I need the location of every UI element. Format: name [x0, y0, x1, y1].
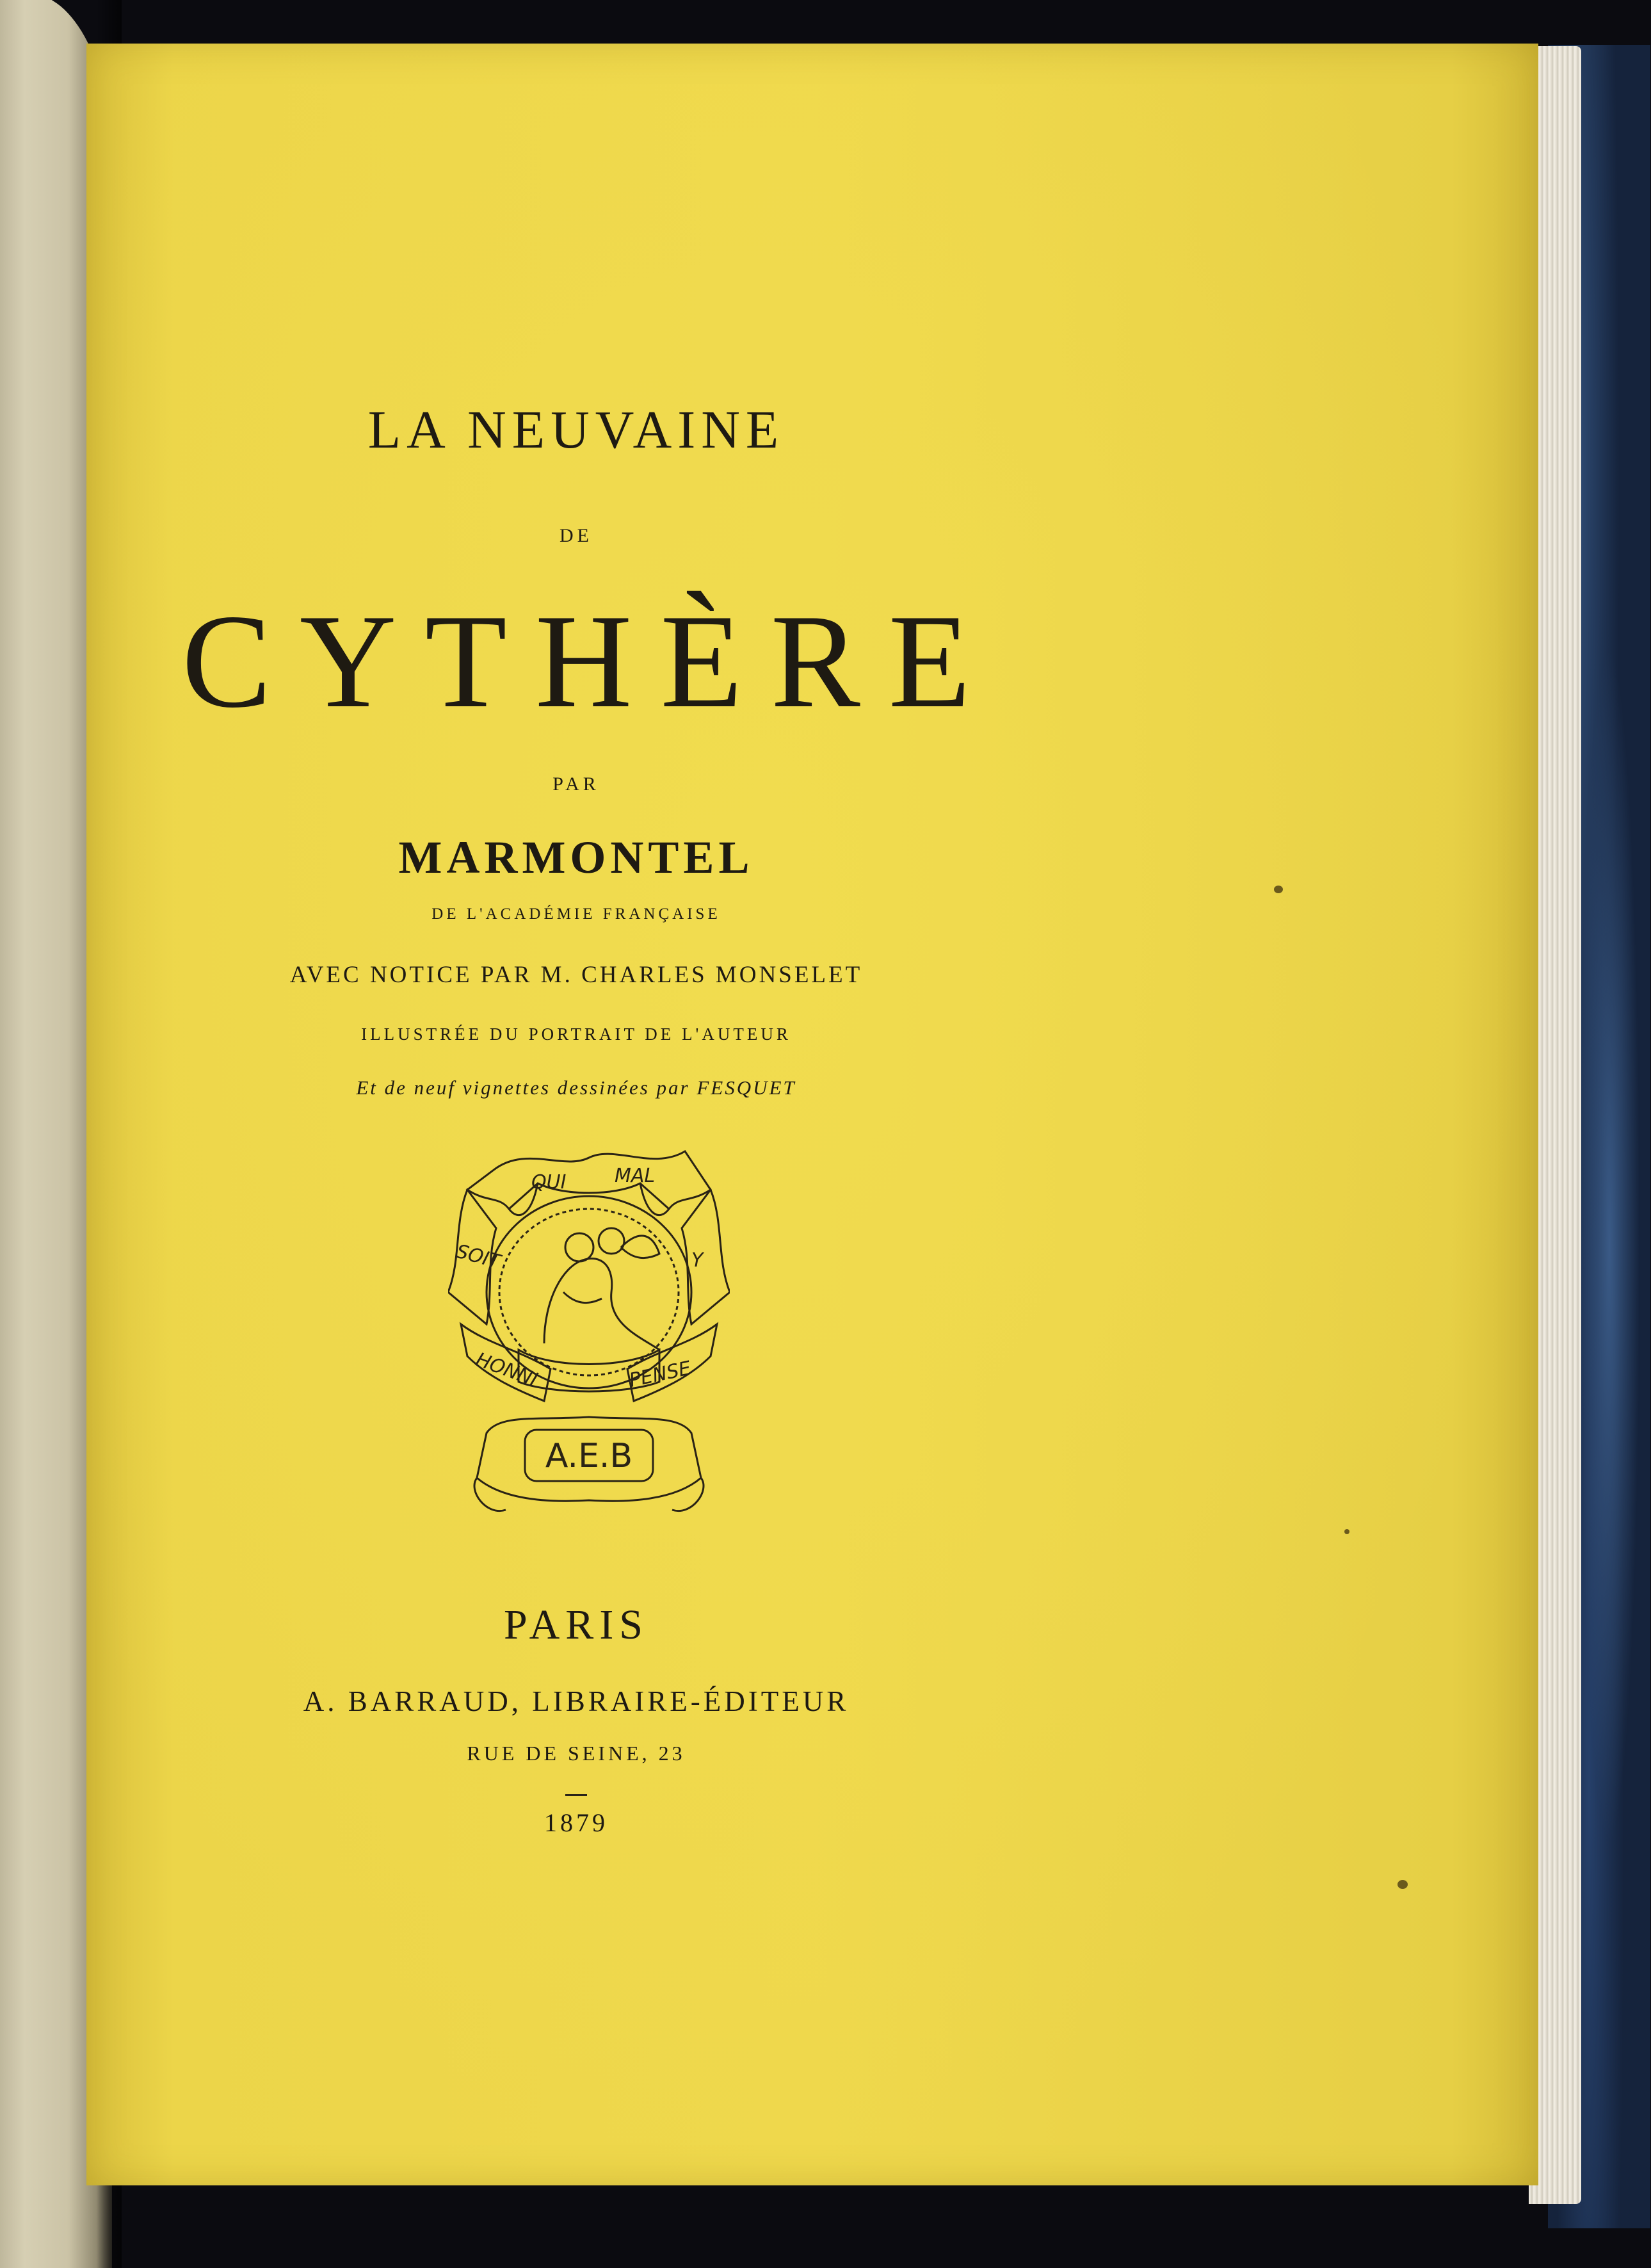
vignettes-note: Et de neuf vignettes dessinées par FESQUET [356, 1076, 796, 1099]
notice-credit: AVEC NOTICE PAR M. CHARLES MONSELET [289, 962, 863, 988]
title-line-2: CYTHÈRE [181, 587, 999, 736]
publisher-name: A. BARRAUD, LIBRAIRE-ÉDITEUR [303, 1685, 850, 1717]
paper-speck [1397, 1880, 1408, 1889]
author-affiliation: DE L'ACADÉMIE FRANÇAISE [431, 905, 721, 923]
paper-speck [1274, 886, 1283, 893]
publication-year: 1879 [544, 1808, 608, 1837]
motto-word-2: MAL [615, 1165, 656, 1187]
title-connector: DE [560, 525, 593, 546]
paper-speck [1344, 1529, 1349, 1534]
bookplate-monogram: A.E.B [545, 1437, 633, 1475]
short-rule [565, 1794, 587, 1796]
motto-word-4: Y [691, 1249, 704, 1272]
author-name: MARMONTEL [398, 832, 754, 883]
by-label: PAR [552, 774, 600, 795]
publisher-address: RUE DE SEINE, 23 [467, 1742, 686, 1765]
bookplate-emblem [448, 1132, 730, 1542]
motto-word-3: SOIT [453, 1240, 503, 1274]
publication-city: PARIS [503, 1601, 649, 1648]
motto-word-1: QUI [531, 1171, 567, 1194]
motto-word-6: PENSE [627, 1357, 693, 1392]
title-page [86, 44, 1538, 2185]
illustration-note: ILLUSTRÉE DU PORTRAIT DE L'AUTEUR [361, 1025, 791, 1044]
title-line-1: LA NEUVAINE [367, 400, 785, 460]
motto-word-5: HONNI [472, 1348, 541, 1391]
